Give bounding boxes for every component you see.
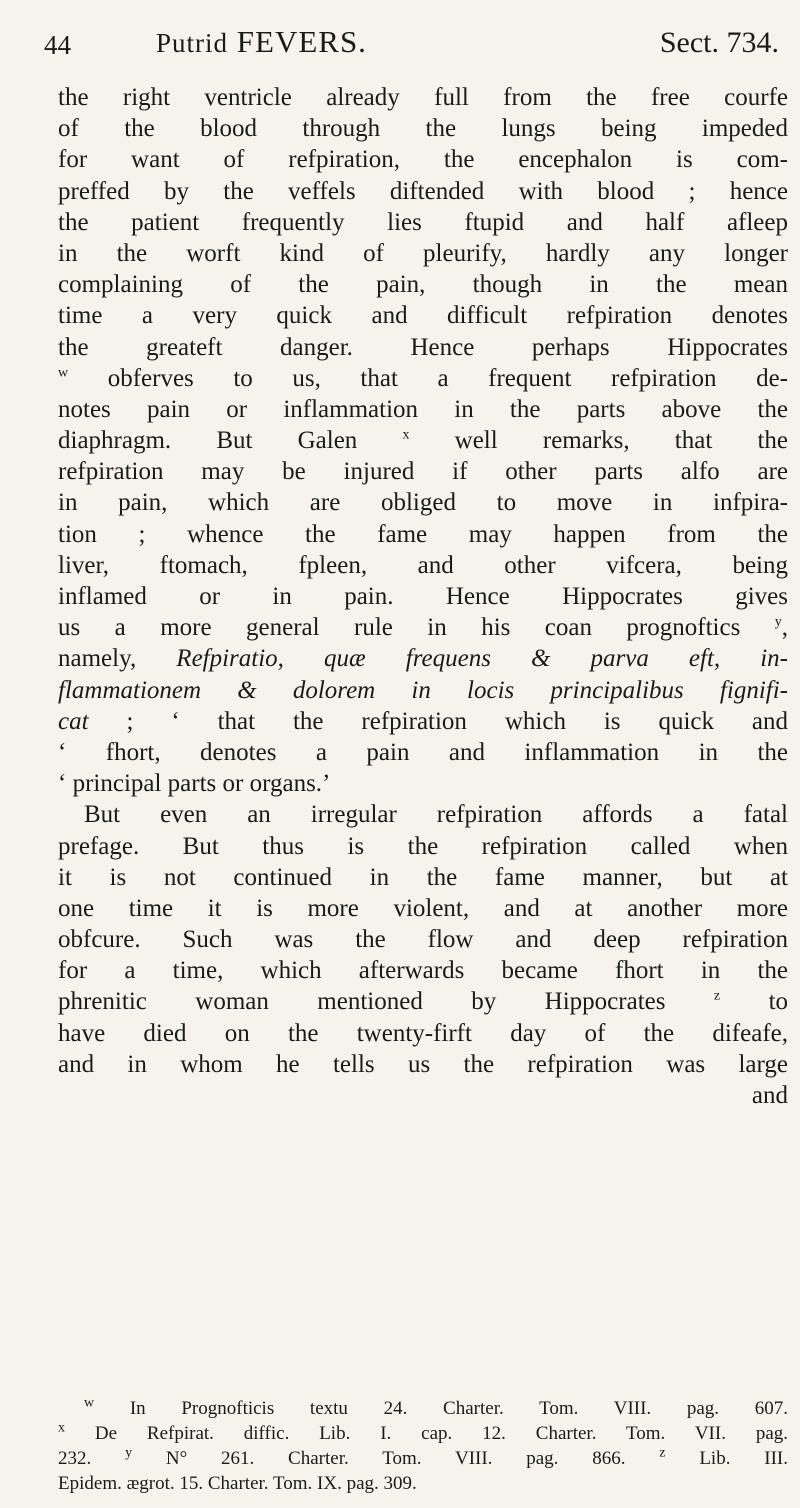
text-fragment: , <box>781 614 788 642</box>
footnote-marker: w <box>58 365 69 381</box>
text-line: for want of refpiration, the encephalon is com- <box>58 146 788 174</box>
text-line: in pain, which are obliged to move in infpira- <box>58 489 788 517</box>
text-fragment: ; ‘ that the refpiration which is quick and <box>126 707 789 735</box>
text-line-with-latin <box>58 643 788 674</box>
text-line: one time it is more violent, and at another more <box>58 894 788 922</box>
latin-quote: cat <box>58 707 89 735</box>
text-line: ‘ principal parts or organs.’ <box>58 770 331 798</box>
text-line: ‘ fhort, denotes a pain and inflammation in the <box>58 738 788 766</box>
footnote-text: In Prognofticis textu 24. Charter. Tom. VIII. pag. 607. <box>129 1398 789 1419</box>
footnote-text: N° 261. Charter. Tom. VIII. pag. 866. <box>165 1448 626 1469</box>
text-fragment: well remarks, that the <box>454 427 788 455</box>
text-line: the right ventricle already full from the free courfe <box>58 84 788 111</box>
text-line: and in whom he tells us the refpiration was large <box>58 1050 788 1078</box>
footnote-marker: z <box>713 989 721 1005</box>
text-line: the patient frequently lies ftupid and half afleep <box>58 208 788 236</box>
text-line-with-note <box>58 425 788 456</box>
text-line: notes pain or inflammation in the parts above the <box>58 395 788 423</box>
text-line: for a time, which afterwards became fhort in the <box>58 957 788 985</box>
footnote-marker: y <box>125 1445 133 1461</box>
text-line: have died on the twenty-firft day of the difeafe, <box>58 1019 788 1047</box>
text-fragment: namely, <box>58 645 137 673</box>
text-fragment: obferves to us, that a frequent refpiration de- <box>107 364 789 392</box>
text-line: it is not continued in the fame manner, but at <box>58 863 788 891</box>
text-fragment: phrenitic woman mentioned by Hippocrates <box>58 988 666 1016</box>
title-prefix: Putrid <box>156 28 229 58</box>
footnote-line <box>58 1421 788 1446</box>
text-line: of the blood through the lungs being impeded <box>58 115 788 143</box>
text-line: liver, ftomach, fpleen, and other vifcera, being <box>58 551 788 579</box>
footnote-marker: w <box>84 1395 95 1411</box>
footnote-text: Lib. III. <box>699 1448 789 1469</box>
text-fragment: us a more general rule in his coan prognoftics <box>58 614 741 642</box>
footnotes <box>58 1396 788 1496</box>
main-text <box>58 82 788 1111</box>
text-line-with-latin <box>58 706 788 737</box>
running-header <box>44 18 779 68</box>
catchword: and <box>751 1082 788 1109</box>
text-line: preffed by the veffels diftended with blood ; hence <box>58 177 788 205</box>
text-line-with-note <box>58 363 788 394</box>
text-line: prefage. But thus is the refpiration called when <box>58 832 788 860</box>
latin-quote: flammationem & dolorem in locis principalibus fignifi- <box>58 676 788 704</box>
footnote-text: De Refpirat. diffic. Lib. I. cap. 12. Charter. Tom. VII. pag. <box>94 1423 788 1444</box>
latin-quote: Refpiratio, quæ frequens & parva eft, in- <box>176 645 788 673</box>
text-line-with-note <box>58 986 788 1017</box>
text-line: the greateft danger. Hence perhaps Hippocrates <box>58 333 788 361</box>
text-line: obfcure. Such was the flow and deep refpiration <box>58 926 788 954</box>
footnote-line: Epidem. ægrot. 15. Charter. Tom. IX. pag. 309. <box>58 1473 417 1494</box>
text-line: inflamed or in pain. Hence Hippocrates gives <box>58 583 788 610</box>
latin-quote-line <box>58 675 788 706</box>
text-line: refpiration may be injured if other parts alfo are <box>58 458 788 486</box>
footnote-marker: z <box>659 1445 666 1461</box>
text-line: in the worft kind of pleurify, hardly any longer <box>58 239 788 267</box>
title-main: FEVERS. <box>236 24 367 59</box>
text-line: time a very quick and difficult refpiration denotes <box>58 302 788 330</box>
footnote-marker: y <box>774 614 782 630</box>
footnote-marker: x <box>58 1420 65 1436</box>
text-line: But even an irregular refpiration affords a fatal <box>84 801 788 829</box>
running-title <box>156 24 367 60</box>
text-fragment: diaphragm. But Galen <box>58 427 358 455</box>
footnote-marker: x <box>402 427 410 443</box>
text-line-with-note <box>58 612 788 643</box>
section-number: Sect. 734. <box>659 26 779 59</box>
text-line: complaining of the pain, though in the mean <box>58 271 788 299</box>
footnote-line <box>58 1446 788 1471</box>
footnote-line <box>58 1396 788 1421</box>
text-line: tion ; whence the fame may happen from the <box>58 520 788 548</box>
text-fragment: to <box>768 988 789 1016</box>
footnote-text: 232. <box>58 1448 92 1469</box>
page-number: 44 <box>44 30 71 60</box>
